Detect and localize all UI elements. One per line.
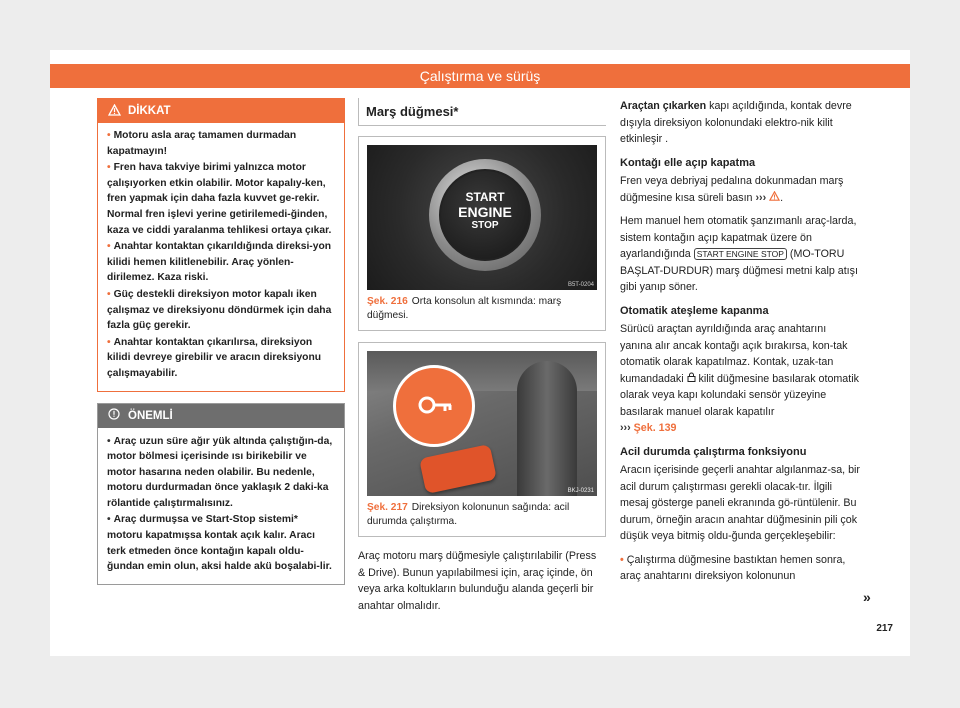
subheading: Kontağı elle açıp kapatma <box>620 156 756 169</box>
figure-caption: Şek. 217 Direksiyon kolonunun sağında: acil durumda çalıştırma. <box>367 502 570 527</box>
bullet-item: • Çalıştırma düğmesine bastıktan hemen sonra, araç anahtarını direksiyon kolonunun <box>620 553 846 582</box>
section-title: Marş düğmesi* <box>358 98 606 126</box>
body-paragraph: Fren veya debriyaj pedalına dokunmadan marş düğmesine kısa süreli basın ››› . <box>620 175 844 204</box>
note-item: • Araç uzun süre ağır yük altında çalıştığın-da, motor bölmesi içerisinde ısı birikebilir ve motor hasarına neden olabilir. Bu nedenle, motoru durdurmadan önce yaklaşık 2 daki-ka rölantide çalıştırmalısınız. <box>107 435 333 509</box>
continue-mark: » <box>863 589 871 605</box>
column-right <box>620 98 860 592</box>
figure-216 <box>358 136 606 331</box>
note-title: ÖNEMLİ <box>128 409 173 422</box>
info-circle-icon <box>108 408 120 423</box>
note-header <box>98 404 344 428</box>
figure-code: BKJ-0231 <box>567 488 594 494</box>
subheading: Acil durumda çalıştırma fonksiyonu <box>620 445 807 458</box>
button-text-engine: ENGINE <box>458 204 512 220</box>
subheading: Otomatik ateşleme kapanma <box>620 304 769 317</box>
column-left <box>97 98 345 585</box>
warning-item: • Anahtar kontaktan çıkarıldığında direksi-yon kilidi hemen kilitlenebilir. Araç yönlen-dirilemez. Kaza riski. <box>107 241 332 284</box>
figure-caption: Şek. 216 Orta konsolun alt kısmında: marş düğmesi. <box>367 296 562 321</box>
start-engine-stop-button <box>439 169 531 261</box>
start-engine-stop-key: START ENGINE STOP <box>694 248 787 260</box>
figure-code: B5T-0204 <box>567 282 594 288</box>
button-text-stop: STOP <box>471 220 499 231</box>
warning-header <box>98 99 344 123</box>
button-text-start: START <box>465 190 505 204</box>
body-paragraph: Sürücü araçtan ayrıldığında araç anahtarını yanına alır ancak kontağı açık bırakırsa, kon-tak otomatik olarak kapatılmaz. Kontak, uzak-tan kumandadaki kilit düğmesine basılarak otomatik olarak veya kapı kolundaki sensör yüzeyine basılarak manuel olarak kapatılır ››› Şek. 139 <box>620 323 859 434</box>
warning-box <box>97 98 345 392</box>
figure-link[interactable]: Şek. 139 <box>633 422 677 434</box>
steering-column-shape <box>517 361 577 496</box>
page-sheet <box>50 50 910 656</box>
page-number: 217 <box>876 623 893 634</box>
warning-item: • Motoru asla araç tamamen durmadan kapatmayın! <box>107 130 297 157</box>
note-body <box>98 428 344 584</box>
warning-triangle-icon <box>108 104 121 119</box>
warning-item: • Anahtar kontaktan çıkarılırsa, direksiyon kilidi devreye girebilir ve aracın direksiyonu çalışmayabilir. <box>107 336 322 379</box>
warning-item: • Fren hava takviye birimi yalnızca motor çalışıyorken etkin olabilir. Motor kapalıy-ken, fren yapmak için daha fazla kuvvet ge-rekir. Normal fren işlevi yerine getirilemedi-ğinden, kaza ve ciddi yaralanma tehlikesi ortaya çıkar. <box>107 162 332 236</box>
start-button-photo <box>367 145 597 290</box>
key-icon <box>415 385 455 430</box>
lock-icon <box>687 373 696 385</box>
body-paragraph: Hem manuel hem otomatik şanzımanlı araç-larda, sistem kontağın açıp kapatmak üzere ön ayarlandığında START ENGINE STOP (MO-TORU BAŞLAT-DURDUR) marş düğmesi metni kalp atışı gibi yanıp söner. <box>620 215 858 293</box>
column-middle <box>358 98 606 614</box>
warning-title: DİKKAT <box>128 105 171 117</box>
figure-217 <box>358 342 606 537</box>
note-item: • Araç durmuşsa ve Start-Stop sistemi* motoru kapatmışsa kontak açık kalır. Aracı terk etmeden önce kontağın kapalı oldu-ğundan emin olun, aksi halde akü boşalabi-lir. <box>107 514 332 573</box>
note-box <box>97 403 345 585</box>
body-paragraph: Aracın içerisinde geçerli anahtar algılanmaz-sa, bir acil durum çalıştırması gerekli olacak-tır. İlgili mesaj gösterge paneli ekranında gö-rüntülenir. Bu durum, örneğin aracın anahtar düğmesinin pili çok düşük veya bitmiş oldu-ğunda gerçekleşebilir: <box>620 464 860 542</box>
warning-item: • Güç destekli direksiyon motor kapalı iken çalışmaz ve direksiyonu döndürmek için daha fazla güç gerekir. <box>107 288 332 332</box>
body-paragraph: Araç motoru marş düğmesiyle çalıştırılabilir (Press & Drive). Bunun yapılabilmesi için, araç içinde, ön veya arka koltukların bulunduğu alanda geçerli bir anahtar olmalıdır. <box>358 550 597 612</box>
body-paragraph: Araçtan çıkarken kapı açıldığında, kontak devre dışıyla direksiyon kolonundaki elektro-nik kilit etkinleşir . <box>620 100 852 145</box>
steering-column-photo <box>367 351 597 496</box>
chapter-header: Çalıştırma ve sürüş <box>50 64 910 88</box>
warning-triangle-icon <box>769 192 780 204</box>
remote-key-shape <box>419 444 497 494</box>
warning-body <box>98 123 344 391</box>
